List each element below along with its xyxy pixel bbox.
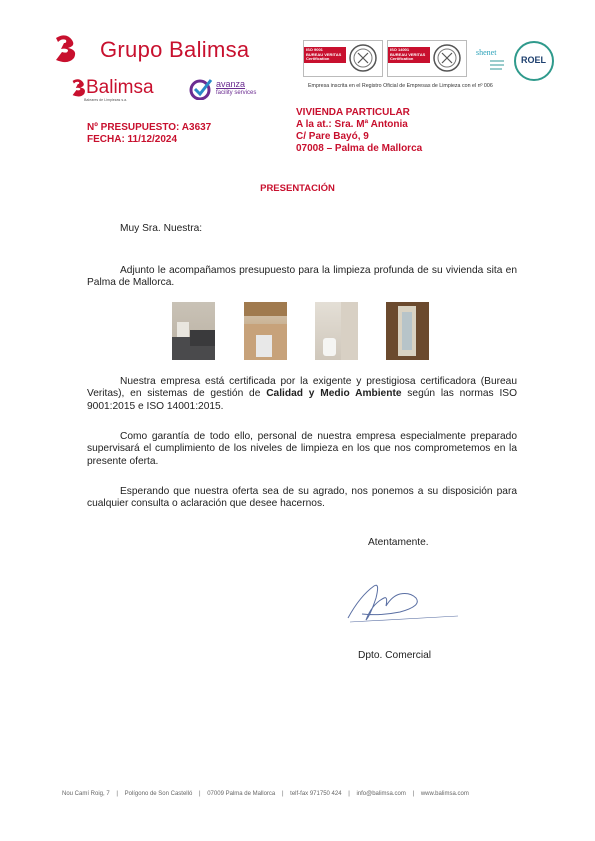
- recipient-line1: VIVIENDA PARTICULAR: [296, 107, 410, 118]
- footer-bar: Nou Camí Roig, 7 | Polígono de Son Castelló | 07009 Palma de Mallorca | telf-fax 971750 424 | info@balimsa.com | www.balimsa.com: [62, 791, 469, 797]
- cert2-kind: Certification: [390, 56, 414, 61]
- budget-date: FECHA: 11/12/2024: [87, 134, 178, 145]
- paragraph-1: Adjunto le acompañamos presupuesto para la limpieza profunda de su vivienda sita en Palma de Mallorca.: [87, 265, 517, 289]
- signature-department: Dpto. Comercial: [358, 650, 432, 661]
- shenet-logo: [474, 42, 510, 78]
- cert2-org: BUREAU VERITAS: [390, 51, 426, 57]
- recipient-line4: 07008 – Palma de Mallorca: [296, 143, 423, 154]
- recipient-line3: C/ Pare Bayó, 9: [296, 131, 369, 142]
- registry-text: Empresa inscrita en el Registro Oficial de Empresas de Limpieza con el nº 006: [308, 83, 493, 89]
- bureau-veritas-seal-icon: [432, 43, 462, 73]
- roel-logo: [514, 41, 554, 81]
- avanza-check-icon: [189, 78, 213, 100]
- iso-9001-certificate: [303, 40, 383, 77]
- section-title: PRESENTACIÓN: [260, 183, 335, 194]
- footer-phone: telf-fax 971750 424: [290, 791, 342, 797]
- photo-kitchen: [244, 302, 287, 360]
- photo-hallway: [386, 302, 429, 360]
- paragraph-3: Como garantía de todo ello, personal de nuestra empresa especialmente preparado supervisará el cumplimiento de los niveles de limpieza en los que nos comprometemos en la presente oferta.: [87, 431, 517, 467]
- footer-area: Polígono de Son Castelló: [124, 791, 193, 797]
- footer-email[interactable]: info@balimsa.com: [356, 791, 406, 797]
- bureau-veritas-seal-icon: [348, 43, 378, 73]
- paragraph-4: Esperando que nuestra oferta sea de su agrado, nos ponemos a su disposición para cualquier consulta o aclaración que desee hacernos.: [87, 486, 517, 510]
- grupo-balimsa-logo: [52, 34, 292, 66]
- closing: Atentamente.: [368, 537, 429, 548]
- roel-text: ROEL: [521, 55, 547, 65]
- brand-sub-text: Balimsa: [86, 77, 154, 98]
- photo-living-room: [172, 302, 215, 360]
- photo-bathroom: [315, 302, 358, 360]
- shenet-text: shenet: [476, 48, 497, 57]
- balimsa-b-icon: [52, 34, 86, 64]
- iso-14001-certificate: [387, 40, 467, 77]
- budget-number: Nº PRESUPUESTO: A3637: [87, 122, 212, 133]
- brand-main-text: Grupo Balimsa: [100, 37, 250, 62]
- cert1-std: ISO 9001: [306, 47, 323, 52]
- signature-icon: [340, 576, 460, 626]
- cert1-org: BUREAU VERITAS: [306, 51, 342, 57]
- recipient-line2: A la at.: Sra. Mª Antonia: [296, 119, 408, 130]
- paragraph-2: Nuestra empresa está certificada por la exigente y prestigiosa certificadora (Bureau Veritas), en sistemas de gestión de Calidad y Medio Ambiente según las normas ISO 9001:2015 e ISO 14001:2015.: [87, 376, 518, 412]
- footer-city: 07009 Palma de Mallorca: [207, 791, 276, 797]
- footer-address: Nou Camí Roig, 7: [62, 791, 110, 797]
- cert1-kind: Certification: [306, 56, 330, 61]
- salutation: Muy Sra. Nuestra:: [120, 223, 203, 234]
- brand-sub-tagline: Baleares de Limpiezas s.a.: [84, 98, 128, 102]
- balimsa-logo: [70, 78, 180, 106]
- avanza-tagline: facility services: [216, 90, 257, 96]
- avanza-logo: [189, 78, 269, 104]
- avanza-name: avanza: [216, 79, 246, 89]
- footer-web[interactable]: www.balimsa.com: [420, 791, 469, 797]
- cert2-std: ISO 14001: [390, 47, 410, 52]
